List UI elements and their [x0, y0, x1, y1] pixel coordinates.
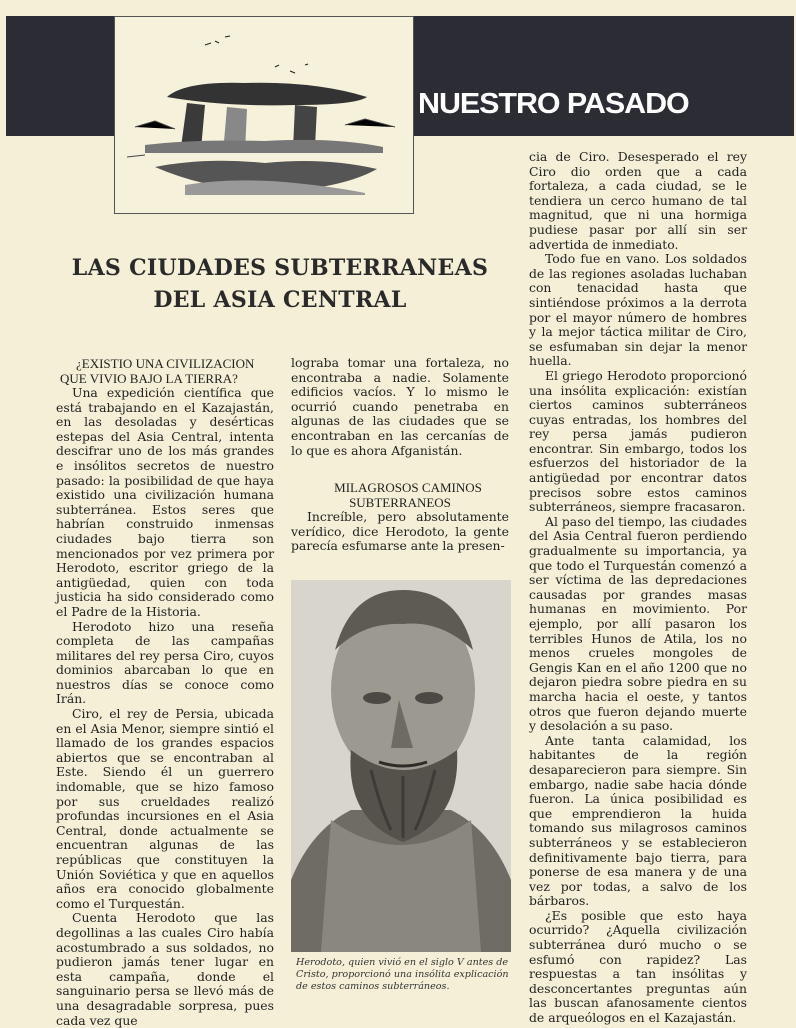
subheading-civilization: ¿EXISTIO UNA CIVILIZACION QUE VIVIO BAJO LA TIERRA? [60, 356, 255, 386]
paragraph: ¿Es posible que esto haya ocurrido? ¿Aquella civilización subterránea duró mucho o se esfumó con rapidez? Las respuestas a tan insólitas y desconcertantes preguntas aún las buscan afanosamente cientos de arqueólogos en el Kazajastán. [529, 907, 747, 1026]
section-title: NUESTRO PASADO [418, 88, 689, 120]
dolmen-illustration [114, 16, 414, 214]
column-2 [291, 356, 509, 554]
article-title [30, 252, 530, 316]
paragraph: Ante tanta calamidad, los habitantes de la región desaparecieron para siempre. Sin embargo, nadie sabe hacia dónde fueron. La única posibilidad es que emprendieron la huida tomando sus milagrosos caminos subterráneos y se establecieron definitivamente bajo tierra, para ponerse de esa manera y de una vez por todas, a salvo de los bárbaros. [529, 732, 747, 909]
paragraph: El griego Herodoto proporcionó una insólita explicación: existían ciertos caminos subterráneos cuyas entradas, los hombres del rey persa jamás pudieron encontrar. Sin embargo, todos los esfuerzos del historiador de la antigüedad por encontrar datos precisos sobre estos caminos subterráneos, siempre fracasaron. [529, 367, 747, 515]
paragraph: lograba tomar una fortaleza, no encontraba a nadie. Solamente edificios vacíos. Y lo mismo le ocurrió cuando penetraba en algunas de las ciudades que se encontraban en las cercanías de lo que es ahora Afganistán. [291, 355, 509, 458]
subheading-roads: MILAGROSOS CAMINOS SUBTERRANEOS [334, 480, 482, 511]
column-1 [56, 356, 274, 1028]
paragraph: Increíble, pero absolutamente verídico, dice Herodoto, la gente parecía esfumarse ante la presen- [291, 509, 509, 554]
paragraph: Herodoto hizo una reseña completa de las campañas militares del rey persa Ciro, cuyos dominios abarcaban lo que en nuestros días se conoce como Irán. [56, 618, 274, 707]
paragraph: Al paso del tiempo, las ciudades del Asia Central fueron perdiendo gradualmente su importancia, ya que todo el Turquestán comenzó a ser víctima de las depredaciones causadas por grandes masas humanas en movimiento. Por ejemplo, por allí pasaron los terribles Hunos de Atila, los no menos crueles mongoles de Gengis Kan en el año 1200 que no dejaron piedra sobre piedra en su marcha hacia el oeste, y tantos otros que fueron dejando muerte y desolación a su paso. [529, 513, 747, 734]
paragraph: Todo fue en vano. Los soldados de las regiones asoladas luchaban con tenacidad hasta que sintiéndose próximos a la derrota por el mayor número de hombres y la mejor táctica militar de Ciro, se esfumaban sin dejar la menor huella. [529, 251, 747, 369]
paragraph: Cuenta Herodoto que las degollinas a las cuales Ciro había acostumbrado a sus soldados, no pudieron jamás tener lugar en esta campaña, donde el sanguinario persa se llevó más de una desagradable sorpresa, pues cada vez que [56, 910, 274, 1028]
header-banner-left [6, 16, 114, 136]
paragraph: Una expedición científica que está trabajando en el Kazajastán, en las desoladas y desérticas estepas del Asia Central, intenta descifrar uno de los más grandes e insólitos secretos de nuestro pasado: la posibilidad de que haya existido una civilización humana subterránea. Estos seres que habrían construido inmensas ciudades bajo tierra son mencionados por vez primera por Herodoto, escritor griego de la antigüedad, quien con toda justicia ha sido considerado como el Padre de la Historia. [56, 385, 274, 619]
article-title-line-1: LAS CIUDADES SUBTERRANEAS [71, 255, 489, 281]
article-title-line-2: DEL ASIA CENTRAL [153, 287, 407, 313]
paragraph: Ciro, el rey de Persia, ubicada en el Asia Menor, siempre sintió el llamado de los grandes espacios abiertos que se encontraban al Este. Siendo él un guerrero indomable, que se hizo famoso por sus crueldades realizó profundas incursiones en el Asia Central, donde actualmente se encuentran algunas de las repúblicas que constituyen la Unión Soviética y que en aquellos años era conocido globalmente como el Turquestán. [56, 706, 274, 911]
herodotus-bust-photo [291, 580, 511, 952]
paragraph: cia de Ciro. Desesperado el rey Ciro dio orden que a cada fortaleza, a cada ciudad, se le tendiera un cerco humano de tal magnitud, que ni una hormiga pudiese pasar por allí sin ser advertida de inmediato. [529, 149, 747, 252]
column-3 [529, 150, 747, 1026]
photo-caption: Herodoto, quien vivió en el siglo V antes de Cristo, proporcionó una insólita explicación de estos caminos subterráneos. [296, 957, 509, 992]
